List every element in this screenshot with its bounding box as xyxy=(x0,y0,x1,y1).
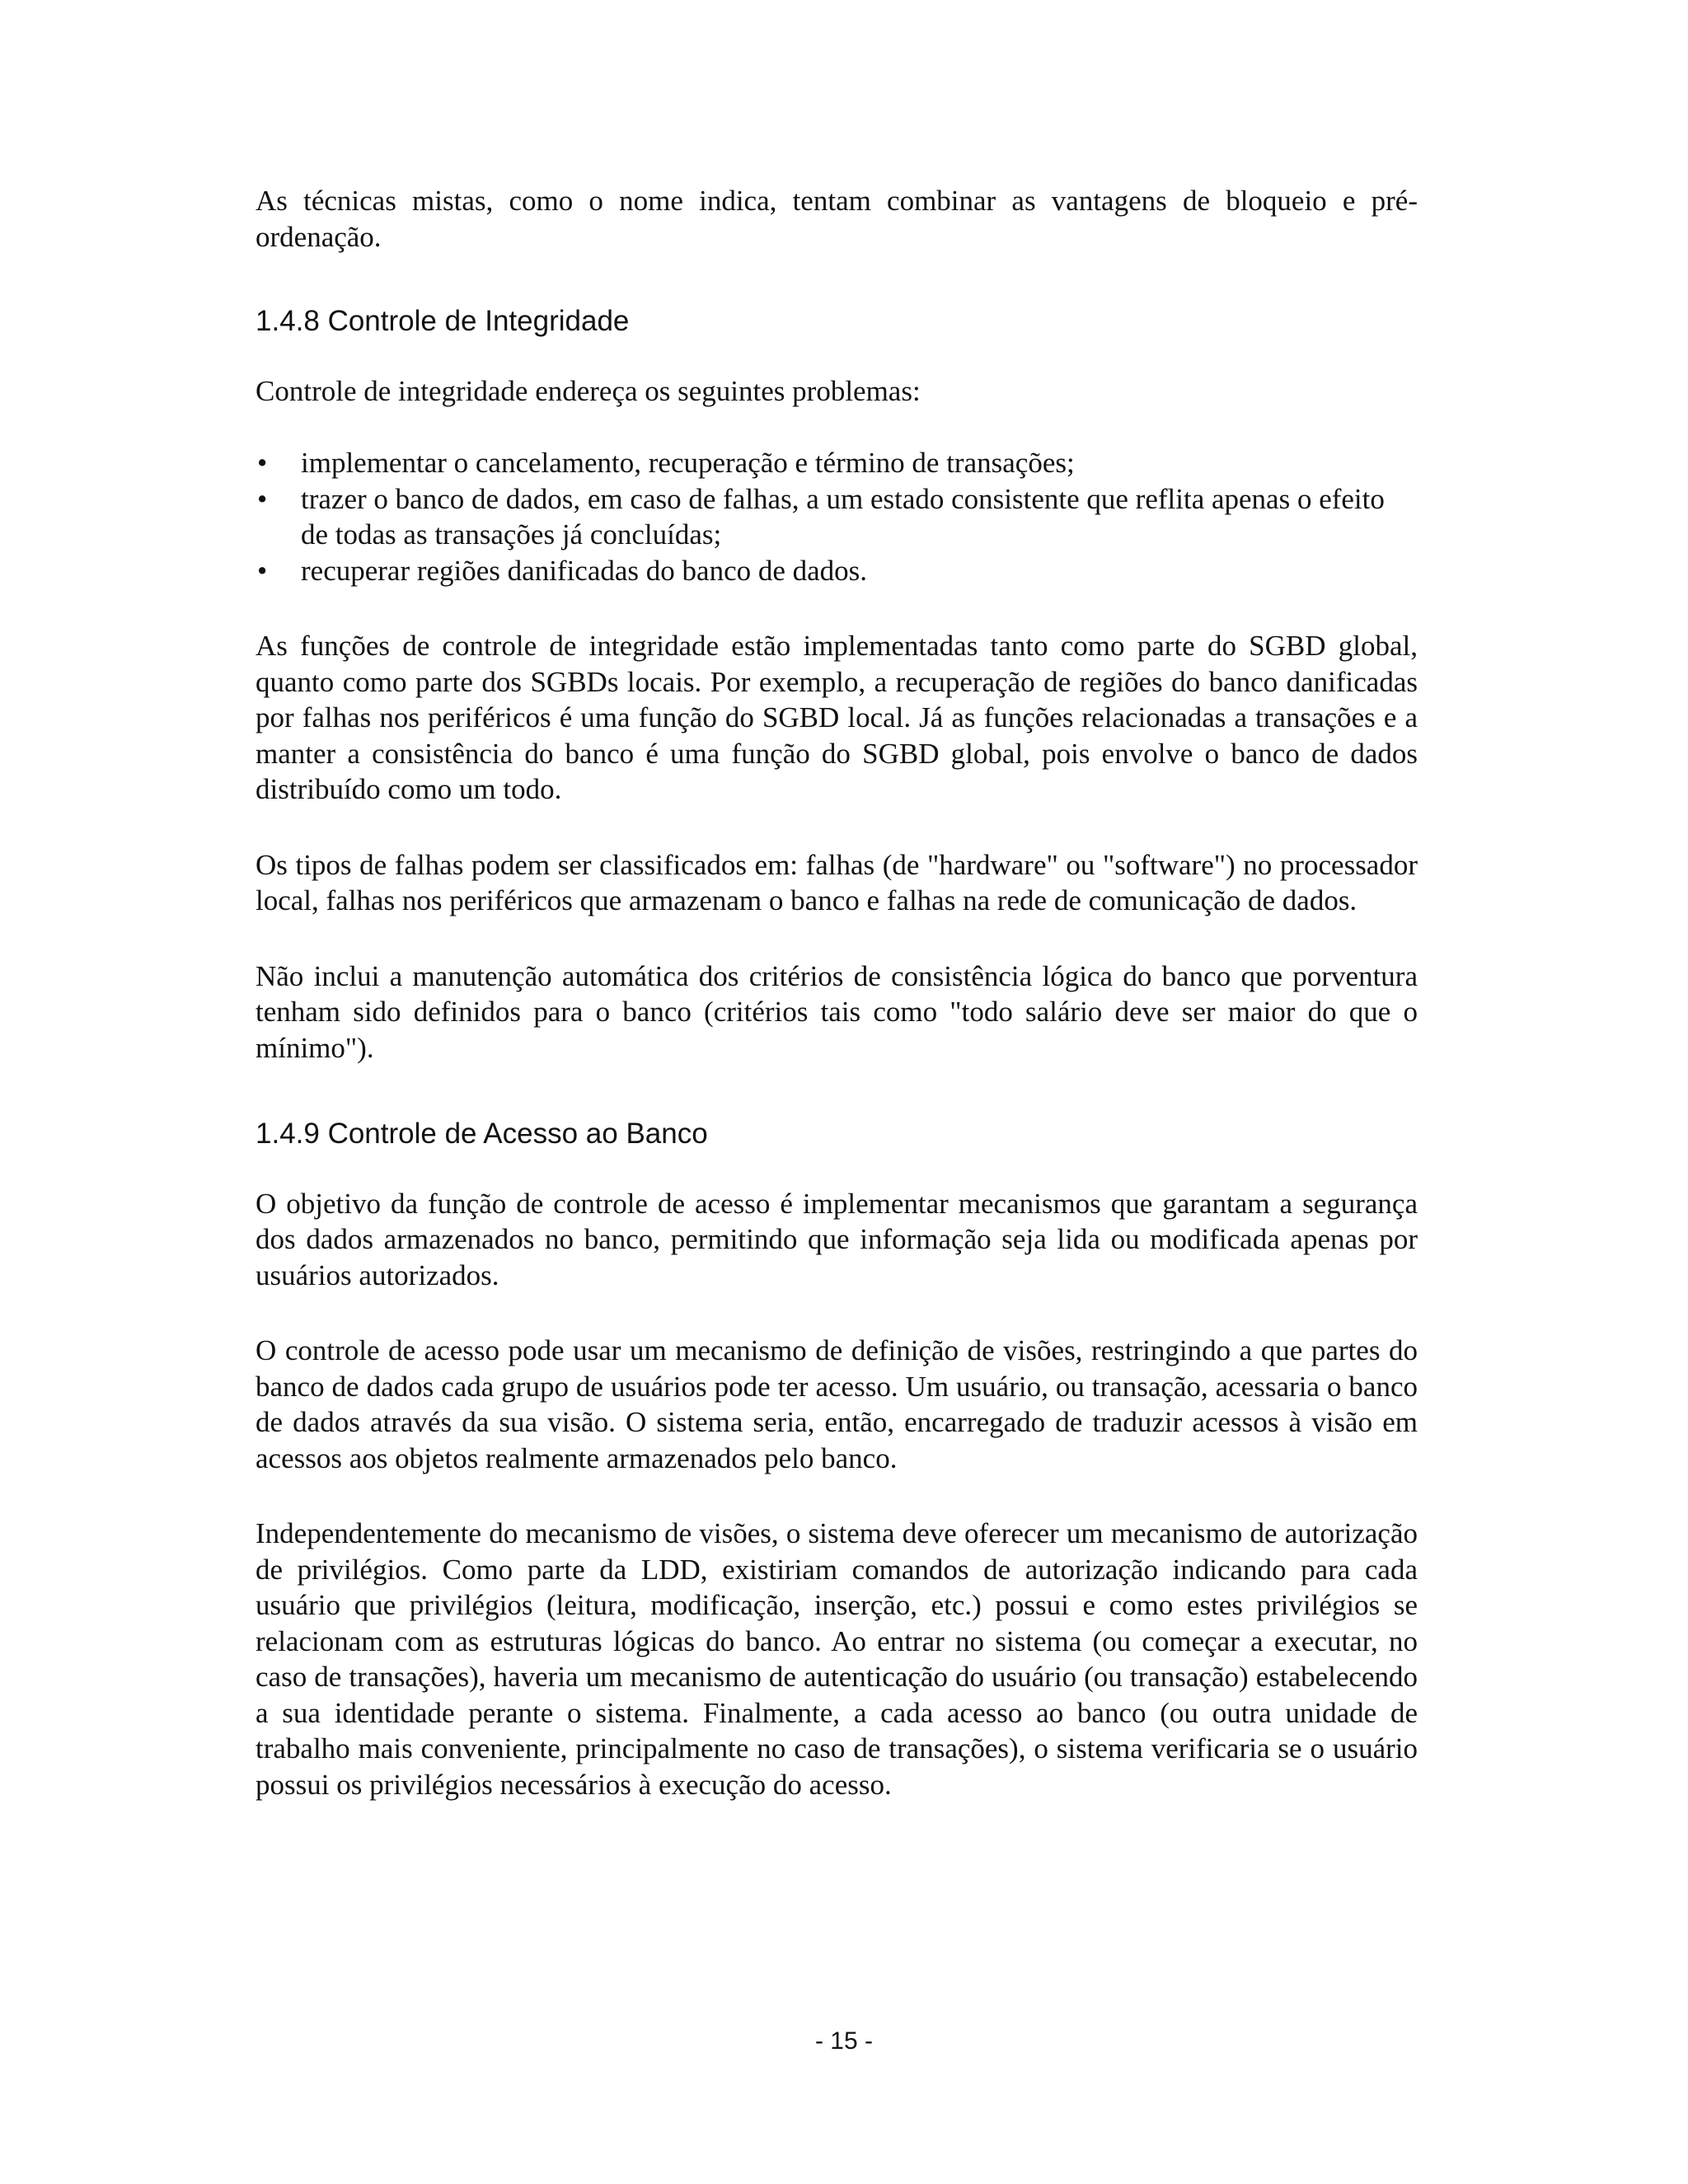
bullet-icon: • xyxy=(257,447,268,479)
access-paragraph-1: O objetivo da função de controle de acesso é implementar mecanismos que garantam a segurança dos dados armazenados no banco, permitindo que informação seja lida ou modificada apenas por usuários autorizados. xyxy=(256,1187,1418,1291)
intro-paragraph: As técnicas mistas, como o nome indica, tentam combinar as vantagens de bloqueio e pré-ordenação. xyxy=(256,185,1418,253)
access-paragraph-3: Independentemente do mecanismo de visões, o sistema deve oferecer um mecanismo de autorização de privilégios. Como parte da LDD, existiriam comandos de autorização indicando para cada usuário que privilégios (leitura, modificação, inserção, etc.) possui e como estes privilégios se relacionam com as estruturas lógicas do banco. Ao entrar no sistema (ou começar a executar, no caso de transações), haveria um mecanismo de autenticação do usuário (ou transação) estabelecendo a sua identidade perante o sistema. Finalmente, a cada acesso ao banco (ou outra unidade de trabalho mais conveniente, principalmente no caso de transações), o sistema verificaria se o usuário possui os privilégios necessários à execução do acesso. xyxy=(256,1517,1418,1801)
page-content xyxy=(256,183,1418,1802)
integrity-intro: Controle de integridade endereça os seguintes problemas: xyxy=(256,374,921,407)
section-heading-access-control: 1.4.9 Controle de Acesso ao Banco xyxy=(256,1118,708,1150)
integrity-paragraph-1: As funções de controle de integridade estão implementadas tanto como parte do SGBD global, quanto como parte dos SGBDs locais. Por exemplo, a recuperação de regiões do banco danificadas por falhas nos periféricos é uma função do SGBD local. Já as funções relacionadas a transações e a manter a consistência do banco é uma função do SGBD global, pois envolve o banco de dados distribuído como um todo. xyxy=(256,630,1418,805)
page-number: - 15 - xyxy=(814,2027,874,2055)
integrity-problems-list xyxy=(256,445,1418,588)
list-item-text: implementar o cancelamento, recuperação e término de transações; xyxy=(301,447,1075,479)
bullet-icon: • xyxy=(257,554,268,587)
list-item xyxy=(256,481,1418,553)
list-item xyxy=(256,445,1418,481)
list-item xyxy=(256,553,1418,589)
list-item-text: trazer o banco de dados, em caso de falhas, a um estado consistente que reflita apenas o efeito de todas as transações já concluídas; xyxy=(301,482,1385,551)
list-item-text: recuperar regiões danificadas do banco de dados. xyxy=(301,554,868,587)
integrity-paragraph-3: Não inclui a manutenção automática dos critérios de consistência lógica do banco que porventura tenham sido definidos para o banco (critérios tais como "todo salário deve ser maior do que o mínimo"). xyxy=(256,959,1418,1064)
access-paragraph-2: O controle de acesso pode usar um mecanismo de definição de visões, restringindo a que partes do banco de dados cada grupo de usuários pode ter acesso. Um usuário, ou transação, acessaria o banco de dados através da sua visão. O sistema seria, então, encarregado de traduzir acessos à visão em acessos aos objetos realmente armazenados pelo banco. xyxy=(256,1334,1418,1474)
section-heading-integrity: 1.4.8 Controle de Integridade xyxy=(256,305,630,337)
bullet-icon: • xyxy=(257,482,268,515)
integrity-paragraph-2: Os tipos de falhas podem ser classificados em: falhas (de "hardware" ou "software") no processador local, falhas nos periféricos que armazenam o banco e falhas na rede de comunicação de dados. xyxy=(256,848,1418,916)
